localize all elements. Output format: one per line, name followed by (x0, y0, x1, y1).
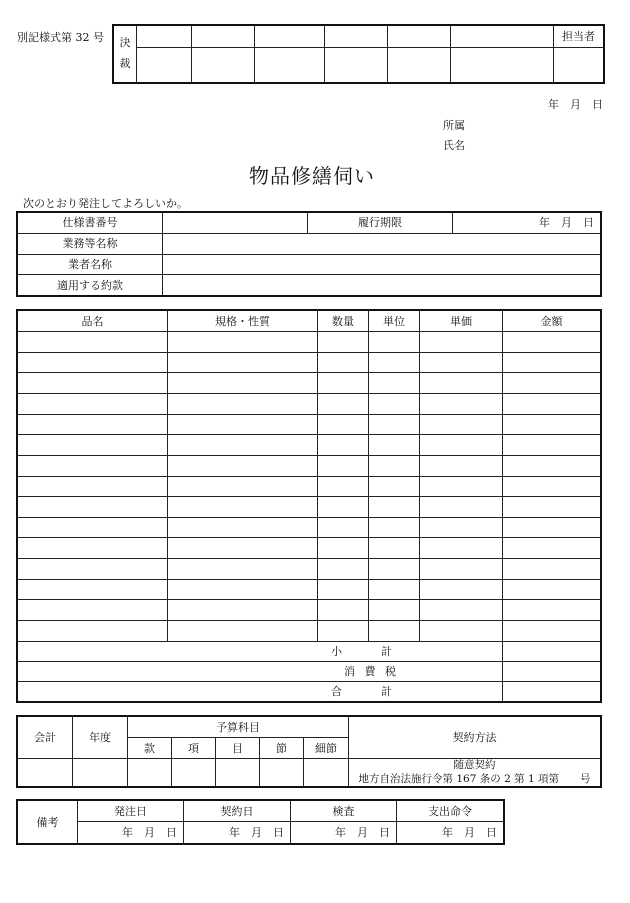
fiscal-year-label: 年度 (73, 717, 128, 759)
item-spec-cell[interactable] (168, 517, 318, 538)
item-unit-price-cell[interactable] (420, 621, 503, 642)
item-row (18, 435, 601, 456)
item-unit-price-cell[interactable] (420, 393, 503, 414)
item-quantity-cell[interactable] (318, 332, 369, 353)
item-quantity-cell[interactable] (318, 352, 369, 373)
work-name-field[interactable] (163, 233, 601, 254)
contract-terms-field[interactable] (163, 275, 601, 296)
spec-no-label: 仕様書番号 (18, 213, 163, 234)
item-amount-cell[interactable] (503, 497, 601, 518)
page-title: 物品修繕伺い (249, 164, 375, 188)
item-unit-price-cell[interactable] (420, 435, 503, 456)
subtotal-label: 小 計 (18, 641, 503, 661)
spec-no-field[interactable] (163, 213, 308, 234)
approval-stamp-cell[interactable] (325, 48, 388, 83)
item-name-cell[interactable] (18, 476, 168, 497)
approval-stamp-cell[interactable] (255, 26, 325, 48)
total-label: 合 計 (18, 681, 503, 701)
approval-label-1: 決 (119, 36, 131, 50)
budget-table (17, 716, 601, 787)
item-row (18, 414, 601, 435)
approval-stamp-cell[interactable] (192, 26, 255, 48)
item-quantity-cell[interactable] (318, 455, 369, 476)
item-amount-cell[interactable] (503, 352, 601, 373)
item-unit-cell[interactable] (369, 393, 420, 414)
accounting-field[interactable] (18, 759, 73, 787)
kou-field[interactable] (172, 759, 216, 787)
remarks-table (17, 800, 504, 844)
item-quantity-cell[interactable] (318, 621, 369, 642)
inspection-label: 検査 (291, 801, 397, 822)
item-unit-cell[interactable] (369, 476, 420, 497)
contract-method-field[interactable] (349, 759, 601, 787)
item-unit-price-cell[interactable] (420, 455, 503, 476)
item-spec-cell[interactable] (168, 455, 318, 476)
budget-sub-setsu: 節 (260, 738, 304, 759)
item-spec-cell[interactable] (168, 559, 318, 580)
item-unit-price-cell[interactable] (420, 373, 503, 394)
approval-stamp-cell[interactable] (451, 48, 554, 83)
contract-method-label: 契約方法 (349, 717, 601, 759)
item-amount-cell[interactable] (503, 517, 601, 538)
item-name-cell[interactable] (18, 621, 168, 642)
item-amount-cell[interactable] (503, 455, 601, 476)
method-line-2: 地方自治法施行令第 167 条の 2 第 1 項第 号 (358, 772, 591, 785)
item-quantity-cell[interactable] (318, 538, 369, 559)
header-quantity: 数量 (318, 311, 369, 332)
order-date-field[interactable]: 年 月 日 (78, 822, 184, 844)
item-spec-cell[interactable] (168, 373, 318, 394)
item-row (18, 497, 601, 518)
form-number: 別記様式第 32 号 (17, 31, 104, 44)
vendor-name-field[interactable] (163, 254, 601, 275)
item-name-cell[interactable] (18, 332, 168, 353)
item-name-cell[interactable] (18, 579, 168, 600)
moku-field[interactable] (216, 759, 260, 787)
item-unit-price-cell[interactable] (420, 476, 503, 497)
item-row (18, 476, 601, 497)
item-unit-price-cell[interactable] (420, 332, 503, 353)
payment-order-label: 支出命令 (397, 801, 504, 822)
item-spec-cell[interactable] (168, 332, 318, 353)
item-spec-cell[interactable] (168, 435, 318, 456)
budget-sub-saisetsu: 細節 (304, 738, 349, 759)
item-quantity-cell[interactable] (318, 435, 369, 456)
item-amount-cell[interactable] (503, 621, 601, 642)
total-field[interactable] (503, 681, 601, 701)
item-unit-cell[interactable] (369, 414, 420, 435)
item-row (18, 600, 601, 621)
item-unit-price-cell[interactable] (420, 352, 503, 373)
saisetsu-field[interactable] (304, 759, 349, 787)
header-spec: 規格・性質 (168, 311, 318, 332)
item-amount-cell[interactable] (503, 559, 601, 580)
item-name-cell[interactable] (18, 559, 168, 580)
item-name-cell[interactable] (18, 414, 168, 435)
item-name-cell[interactable] (18, 600, 168, 621)
items-table (17, 310, 601, 702)
item-unit-cell[interactable] (369, 332, 420, 353)
item-amount-cell[interactable] (503, 393, 601, 414)
approval-stamp-cell[interactable] (255, 48, 325, 83)
item-row (18, 579, 601, 600)
item-name-cell[interactable] (18, 455, 168, 476)
item-amount-cell[interactable] (503, 435, 601, 456)
item-quantity-cell[interactable] (318, 393, 369, 414)
staff-label: 担当者 (554, 26, 604, 48)
item-amount-cell[interactable] (503, 538, 601, 559)
item-unit-cell[interactable] (369, 579, 420, 600)
item-spec-cell[interactable] (168, 579, 318, 600)
intro-text: 次のとおり発注してよろしいか。 (23, 197, 188, 210)
contract-date-field[interactable]: 年 月 日 (184, 822, 291, 844)
setsu-field[interactable] (260, 759, 304, 787)
item-row (18, 332, 601, 353)
item-amount-cell[interactable] (503, 332, 601, 353)
item-name-cell[interactable] (18, 373, 168, 394)
item-quantity-cell[interactable] (318, 559, 369, 580)
item-row (18, 352, 601, 373)
item-row (18, 517, 601, 538)
approval-stamp-cell[interactable] (192, 48, 255, 83)
inspection-date-field[interactable]: 年 月 日 (291, 822, 397, 844)
item-row (18, 538, 601, 559)
item-unit-cell[interactable] (369, 373, 420, 394)
kan-field[interactable] (128, 759, 172, 787)
budget-sub-kou: 項 (172, 738, 216, 759)
payment-order-date-field[interactable]: 年 月 日 (397, 822, 504, 844)
item-name-cell[interactable] (18, 538, 168, 559)
item-name-cell[interactable] (18, 497, 168, 518)
item-amount-cell[interactable] (503, 600, 601, 621)
item-row (18, 393, 601, 414)
contract-date-label: 契約日 (184, 801, 291, 822)
method-line-1: 随意契約 (453, 759, 496, 771)
deadline-date[interactable]: 年 月 日 (453, 213, 601, 234)
item-unit-cell[interactable] (369, 497, 420, 518)
item-unit-cell[interactable] (369, 352, 420, 373)
name-label: 氏名 (443, 139, 465, 152)
item-row (18, 373, 601, 394)
item-spec-cell[interactable] (168, 393, 318, 414)
item-unit-price-cell[interactable] (420, 414, 503, 435)
item-amount-cell[interactable] (503, 476, 601, 497)
approval-stamp-cell[interactable] (325, 26, 388, 48)
item-name-cell[interactable] (18, 352, 168, 373)
approval-stamp-cell[interactable] (137, 48, 192, 83)
item-unit-cell[interactable] (369, 538, 420, 559)
item-row (18, 559, 601, 580)
tax-field[interactable] (503, 661, 601, 681)
item-quantity-cell[interactable] (318, 414, 369, 435)
info-table (17, 212, 601, 296)
accounting-label: 会計 (18, 717, 73, 759)
item-unit-price-cell[interactable] (420, 517, 503, 538)
contract-terms-label: 適用する約款 (18, 275, 163, 296)
item-name-cell[interactable] (18, 517, 168, 538)
header-unit: 単位 (369, 311, 420, 332)
budget-sub-kan: 款 (128, 738, 172, 759)
item-spec-cell[interactable] (168, 352, 318, 373)
item-unit-cell[interactable] (369, 455, 420, 476)
item-quantity-cell[interactable] (318, 476, 369, 497)
item-quantity-cell[interactable] (318, 579, 369, 600)
item-unit-price-cell[interactable] (420, 579, 503, 600)
item-quantity-cell[interactable] (318, 517, 369, 538)
tax-label: 消 費 税 (18, 661, 503, 681)
order-date-label: 発注日 (78, 801, 184, 822)
subtotal-field[interactable] (503, 641, 601, 661)
item-row (18, 455, 601, 476)
item-unit-cell[interactable] (369, 621, 420, 642)
item-row (18, 621, 601, 642)
item-spec-cell[interactable] (168, 476, 318, 497)
item-spec-cell[interactable] (168, 414, 318, 435)
approval-stamp-cell[interactable] (388, 48, 451, 83)
approval-label-2: 裁 (119, 57, 131, 70)
item-unit-price-cell[interactable] (420, 600, 503, 621)
header-date: 年 月 日 (548, 98, 603, 111)
item-name-cell[interactable] (18, 435, 168, 456)
item-quantity-cell[interactable] (318, 373, 369, 394)
header-item-name: 品名 (18, 311, 168, 332)
fiscal-year-field[interactable] (73, 759, 128, 787)
item-amount-cell[interactable] (503, 579, 601, 600)
remarks-label: 備考 (18, 801, 78, 844)
item-spec-cell[interactable] (168, 497, 318, 518)
staff-stamp-cell[interactable] (554, 48, 604, 83)
work-name-label: 業務等名称 (18, 233, 163, 254)
affiliation-label: 所属 (443, 119, 465, 132)
approval-stamp-cell[interactable] (451, 26, 554, 48)
approval-box (113, 25, 604, 83)
item-quantity-cell[interactable] (318, 600, 369, 621)
item-name-cell[interactable] (18, 393, 168, 414)
item-unit-cell[interactable] (369, 600, 420, 621)
header-unit-price: 単価 (420, 311, 503, 332)
item-unit-cell[interactable] (369, 559, 420, 580)
budget-sub-moku: 目 (216, 738, 260, 759)
budget-item-label: 予算科目 (128, 717, 349, 738)
item-unit-price-cell[interactable] (420, 497, 503, 518)
item-spec-cell[interactable] (168, 600, 318, 621)
item-quantity-cell[interactable] (318, 497, 369, 518)
item-amount-cell[interactable] (503, 414, 601, 435)
approval-stamp-cell[interactable] (137, 26, 192, 48)
approval-label (114, 26, 137, 83)
deadline-label: 履行期限 (308, 213, 453, 234)
item-unit-price-cell[interactable] (420, 559, 503, 580)
item-spec-cell[interactable] (168, 621, 318, 642)
header-amount: 金額 (503, 311, 601, 332)
item-spec-cell[interactable] (168, 538, 318, 559)
vendor-name-label: 業者名称 (18, 254, 163, 275)
item-unit-cell[interactable] (369, 517, 420, 538)
approval-stamp-cell[interactable] (388, 26, 451, 48)
item-amount-cell[interactable] (503, 373, 601, 394)
item-unit-cell[interactable] (369, 435, 420, 456)
item-unit-price-cell[interactable] (420, 538, 503, 559)
